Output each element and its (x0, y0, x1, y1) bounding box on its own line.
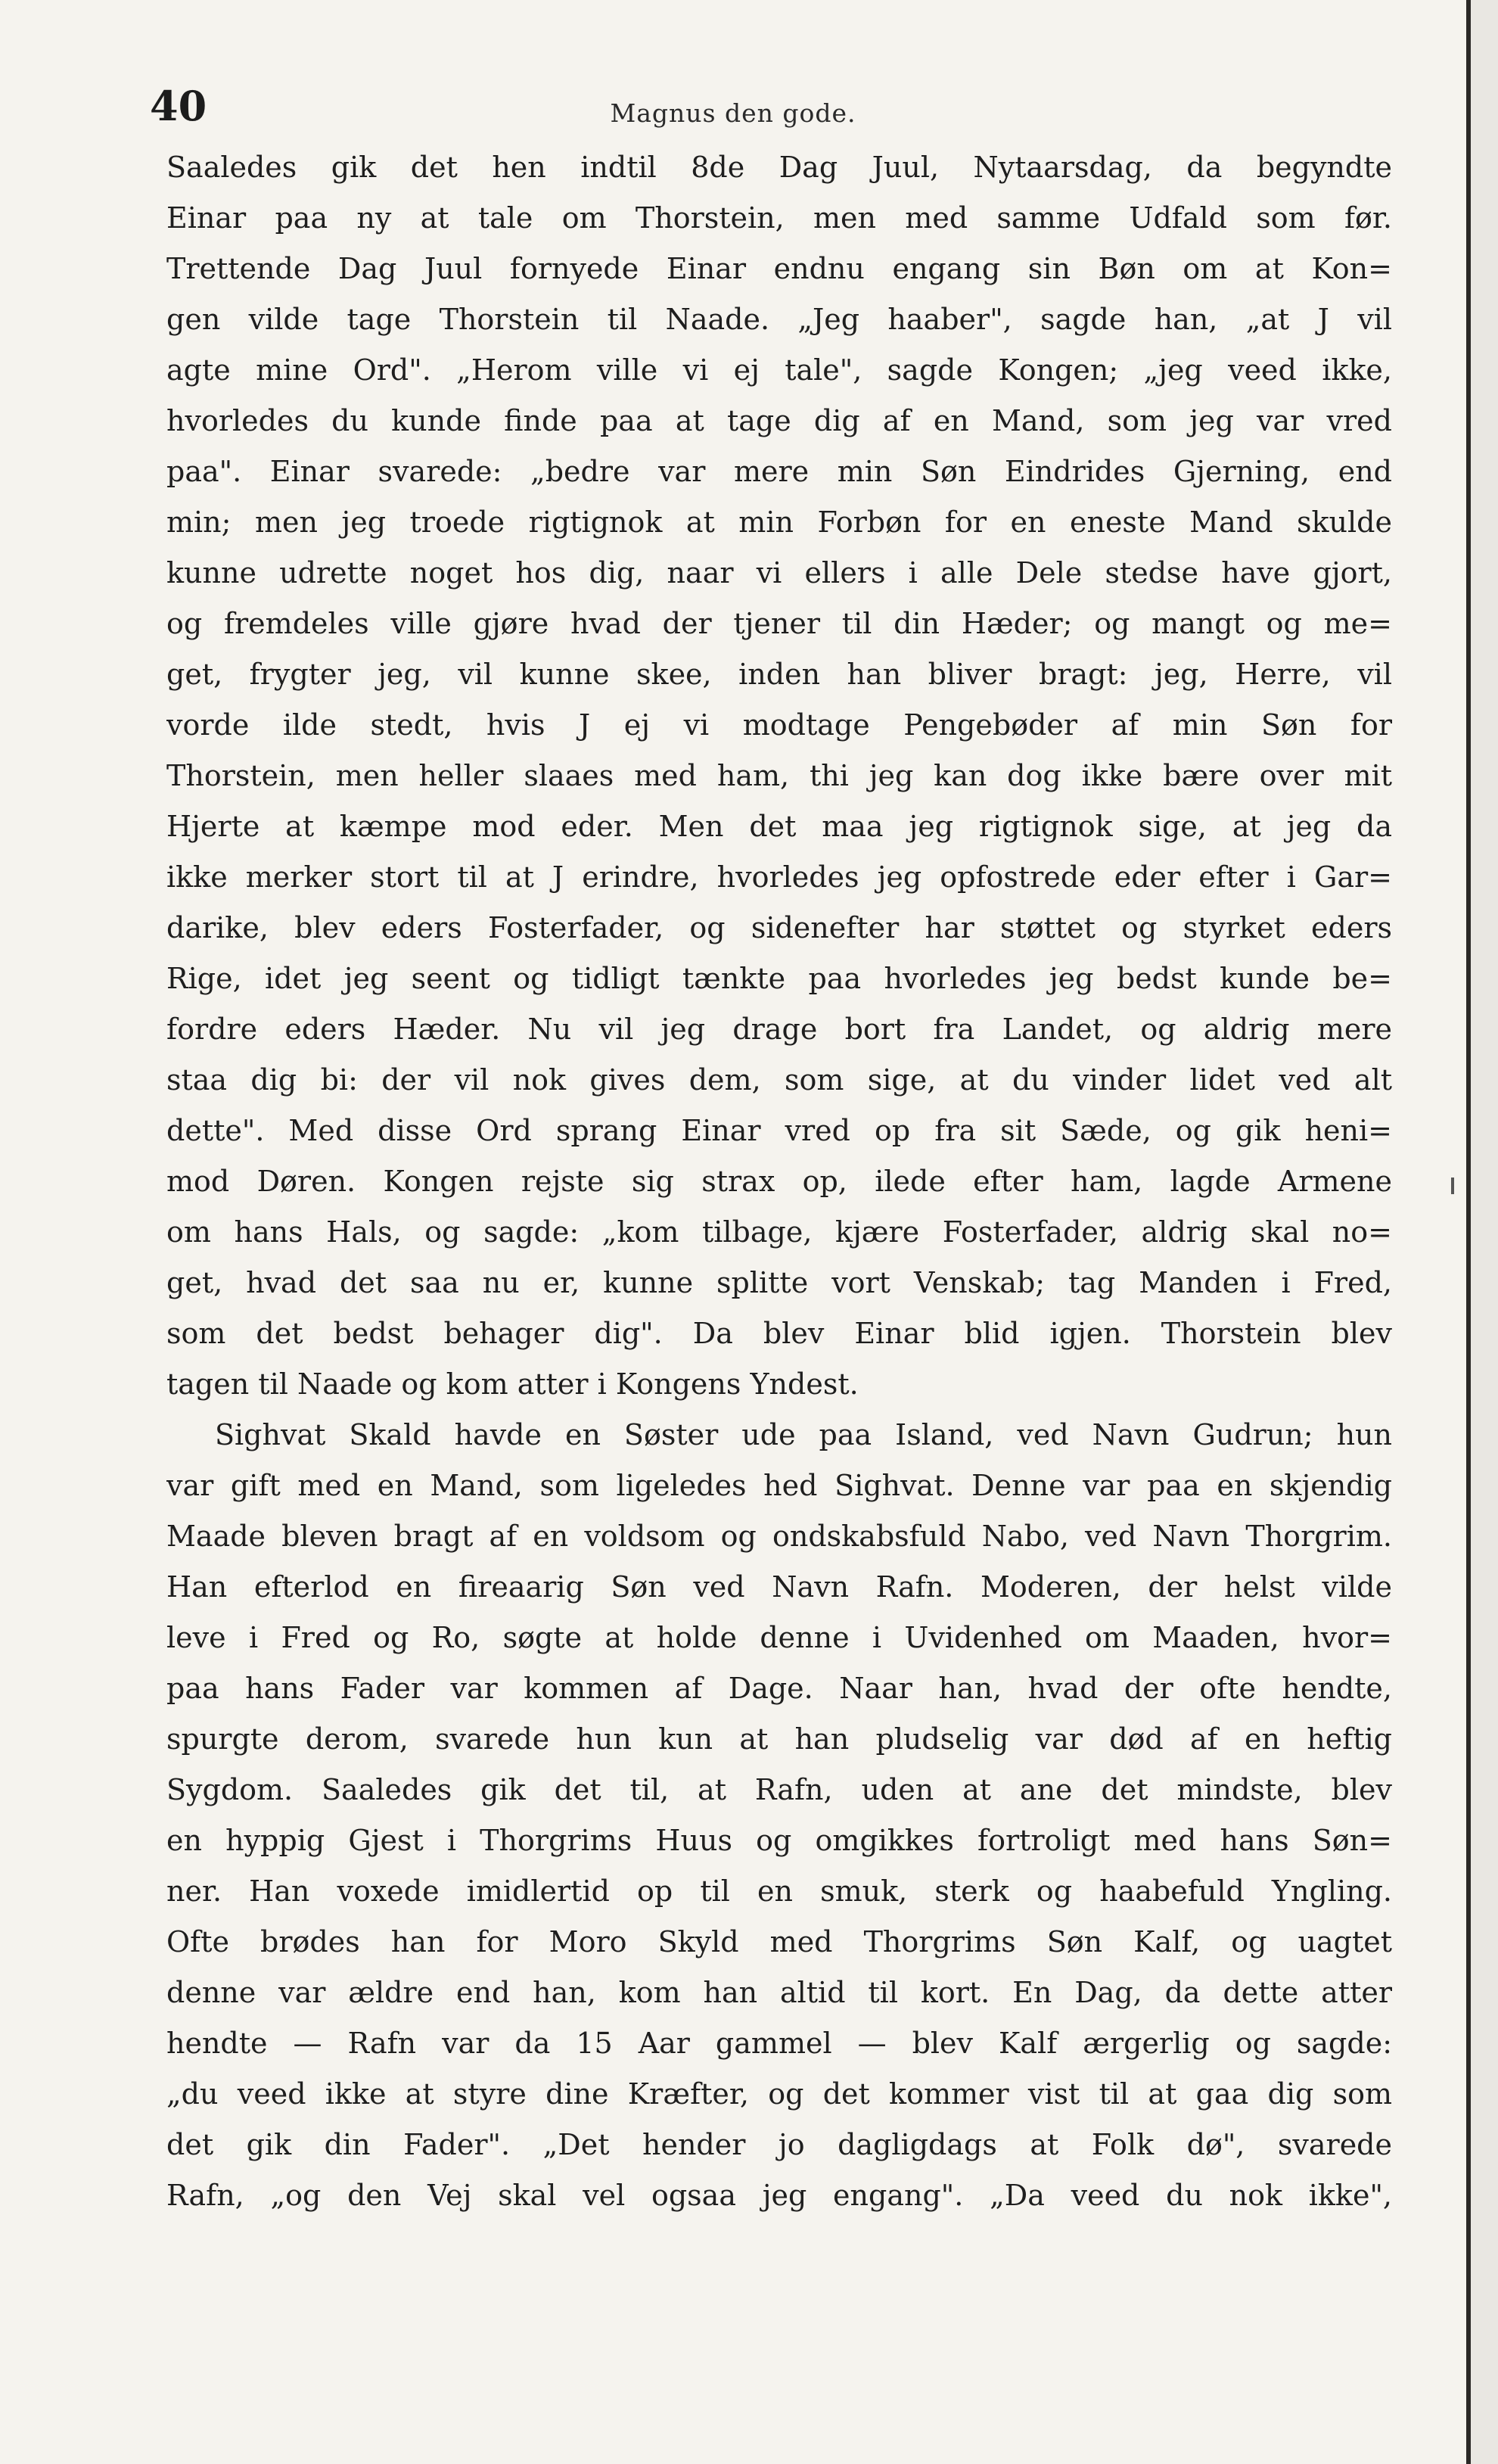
text-line: var gift med en Mand, som ligeledes hed Sighvat. Denne var paa en skjendig (166, 1469, 1392, 1502)
text-line: get, frygter jeg, vil kunne skee, inden han bliver bragt: jeg, Herre, vil (166, 658, 1392, 691)
text-line: „du veed ikke at styre dine Kræfter, og det kommer vist til at gaa dig som (166, 2077, 1392, 2111)
text-line: vorde ilde stedt, hvis J ej vi modtage Pengebøder af min Søn for (166, 708, 1392, 742)
text-line: Hjerte at kæmpe mod eder. Men det maa jeg rigtignok sige, at jeg da (166, 810, 1392, 843)
text-line: agte mine Ord". „Herom ville vi ej tale", sagde Kongen; „jeg veed ikke, (166, 353, 1392, 387)
text-line: get, hvad det saa nu er, kunne splitte vort Venskab; tag Manden i Fred, (166, 1266, 1392, 1299)
text-line: Saaledes gik det hen indtil 8de Dag Juul, Nytaarsdag, da begyndte (166, 151, 1392, 184)
text-line: min; men jeg troede rigtignok at min Forbøn for en eneste Mand skulde (166, 506, 1392, 539)
text-line: en hyppig Gjest i Thorgrims Huus og omgikkes fortroligt med hans Søn= (166, 1824, 1392, 1857)
running-head: Magnus den gode. (610, 98, 856, 128)
text-line: staa dig bi: der vil nok gives dem, som sige, at du vinder lidet ved alt (166, 1063, 1392, 1097)
text-line: mod Døren. Kongen rejste sig strax op, ilede efter ham, lagde Armene (166, 1165, 1392, 1198)
margin-mark (1451, 1178, 1454, 1194)
text-line: kunne udrette noget hos dig, naar vi ellers i alle Dele stedse have gjort, (166, 556, 1392, 590)
text-line: hvorledes du kunde finde paa at tage dig af en Mand, som jeg var vred (166, 404, 1392, 437)
text-line: spurgte derom, svarede hun kun at han pludselig var død af en heftig (166, 1722, 1392, 1756)
text-line: Ofte brødes han for Moro Skyld med Thorgrims Søn Kalf, og uagtet (166, 1925, 1392, 1958)
text-line: paa". Einar svarede: „bedre var mere min Søn Eindrides Gjerning, end (166, 455, 1392, 488)
text-line: Sighvat Skald havde en Søster ude paa Island, ved Navn Gudrun; hun (215, 1418, 1392, 1451)
text-line: paa hans Fader var kommen af Dage. Naar han, hvad der ofte hendte, (166, 1672, 1392, 1705)
body-text (166, 142, 1392, 2221)
text-line: fordre eders Hæder. Nu vil jeg drage bort fra Landet, og aldrig mere (166, 1013, 1392, 1046)
text-line: ner. Han voxede imidlertid op til en smuk, sterk og haabefuld Yngling. (166, 1874, 1392, 1908)
text-line: om hans Hals, og sagde: „kom tilbage, kjære Fosterfader, aldrig skal no= (166, 1215, 1392, 1249)
text-line: darike, blev eders Fosterfader, og sidenefter har støttet og styrket eders (166, 911, 1392, 944)
text-line: Rige, idet jeg seent og tidligt tænkte paa hvorledes jeg bedst kunde be= (166, 962, 1392, 995)
text-line: og fremdeles ville gjøre hvad der tjener til din Hæder; og mangt og me= (166, 607, 1392, 640)
text-line: Rafn, „og den Vej skal vel ogsaa jeg engang". „Da veed du nok ikke", (166, 2179, 1392, 2212)
text-line: hendte — Rafn var da 15 Aar gammel — blev Kalf ærgerlig og sagde: (166, 2027, 1392, 2060)
text-line: Han efterlod en fireaarig Søn ved Navn Rafn. Moderen, der helst vilde (166, 1570, 1392, 1604)
text-line: som det bedst behager dig". Da blev Einar blid igjen. Thorstein blev (166, 1317, 1392, 1350)
text-line: Einar paa ny at tale om Thorstein, men med samme Udfald som før. (166, 201, 1392, 235)
text-line: gen vilde tage Thorstein til Naade. „Jeg haaber", sagde han, „at J vil (166, 303, 1392, 336)
text-line: denne var ældre end han, kom han altid til kort. En Dag, da dette atter (166, 1976, 1392, 2009)
text-line: Thorstein, men heller slaaes med ham, thi jeg kan dog ikke bære over mit (166, 759, 1392, 792)
text-line: ikke merker stort til at J erindre, hvorledes jeg opfostrede eder efter i Gar= (166, 860, 1392, 894)
text-line: leve i Fred og Ro, søgte at holde denne i Uvidenhed om Maaden, hvor= (166, 1621, 1392, 1654)
text-line: Maade bleven bragt af en voldsom og ondskabsfuld Nabo, ved Navn Thorgrim. (166, 1520, 1392, 1553)
text-line: Sygdom. Saaledes gik det til, at Rafn, uden at ane det mindste, blev (166, 1773, 1392, 1806)
text-line: Trettende Dag Juul fornyede Einar endnu engang sin Bøn om at Kon= (166, 252, 1392, 285)
text-line: dette". Med disse Ord sprang Einar vred op fra sit Sæde, og gik heni= (166, 1114, 1392, 1147)
book-gutter (1471, 0, 1498, 2464)
text-line: tagen til Naade og kom atter i Kongens Yndest. (166, 1367, 859, 1401)
page-number: 40 (150, 82, 207, 130)
text-line: det gik din Fader". „Det hender jo dagligdags at Folk dø", svarede (166, 2128, 1392, 2161)
